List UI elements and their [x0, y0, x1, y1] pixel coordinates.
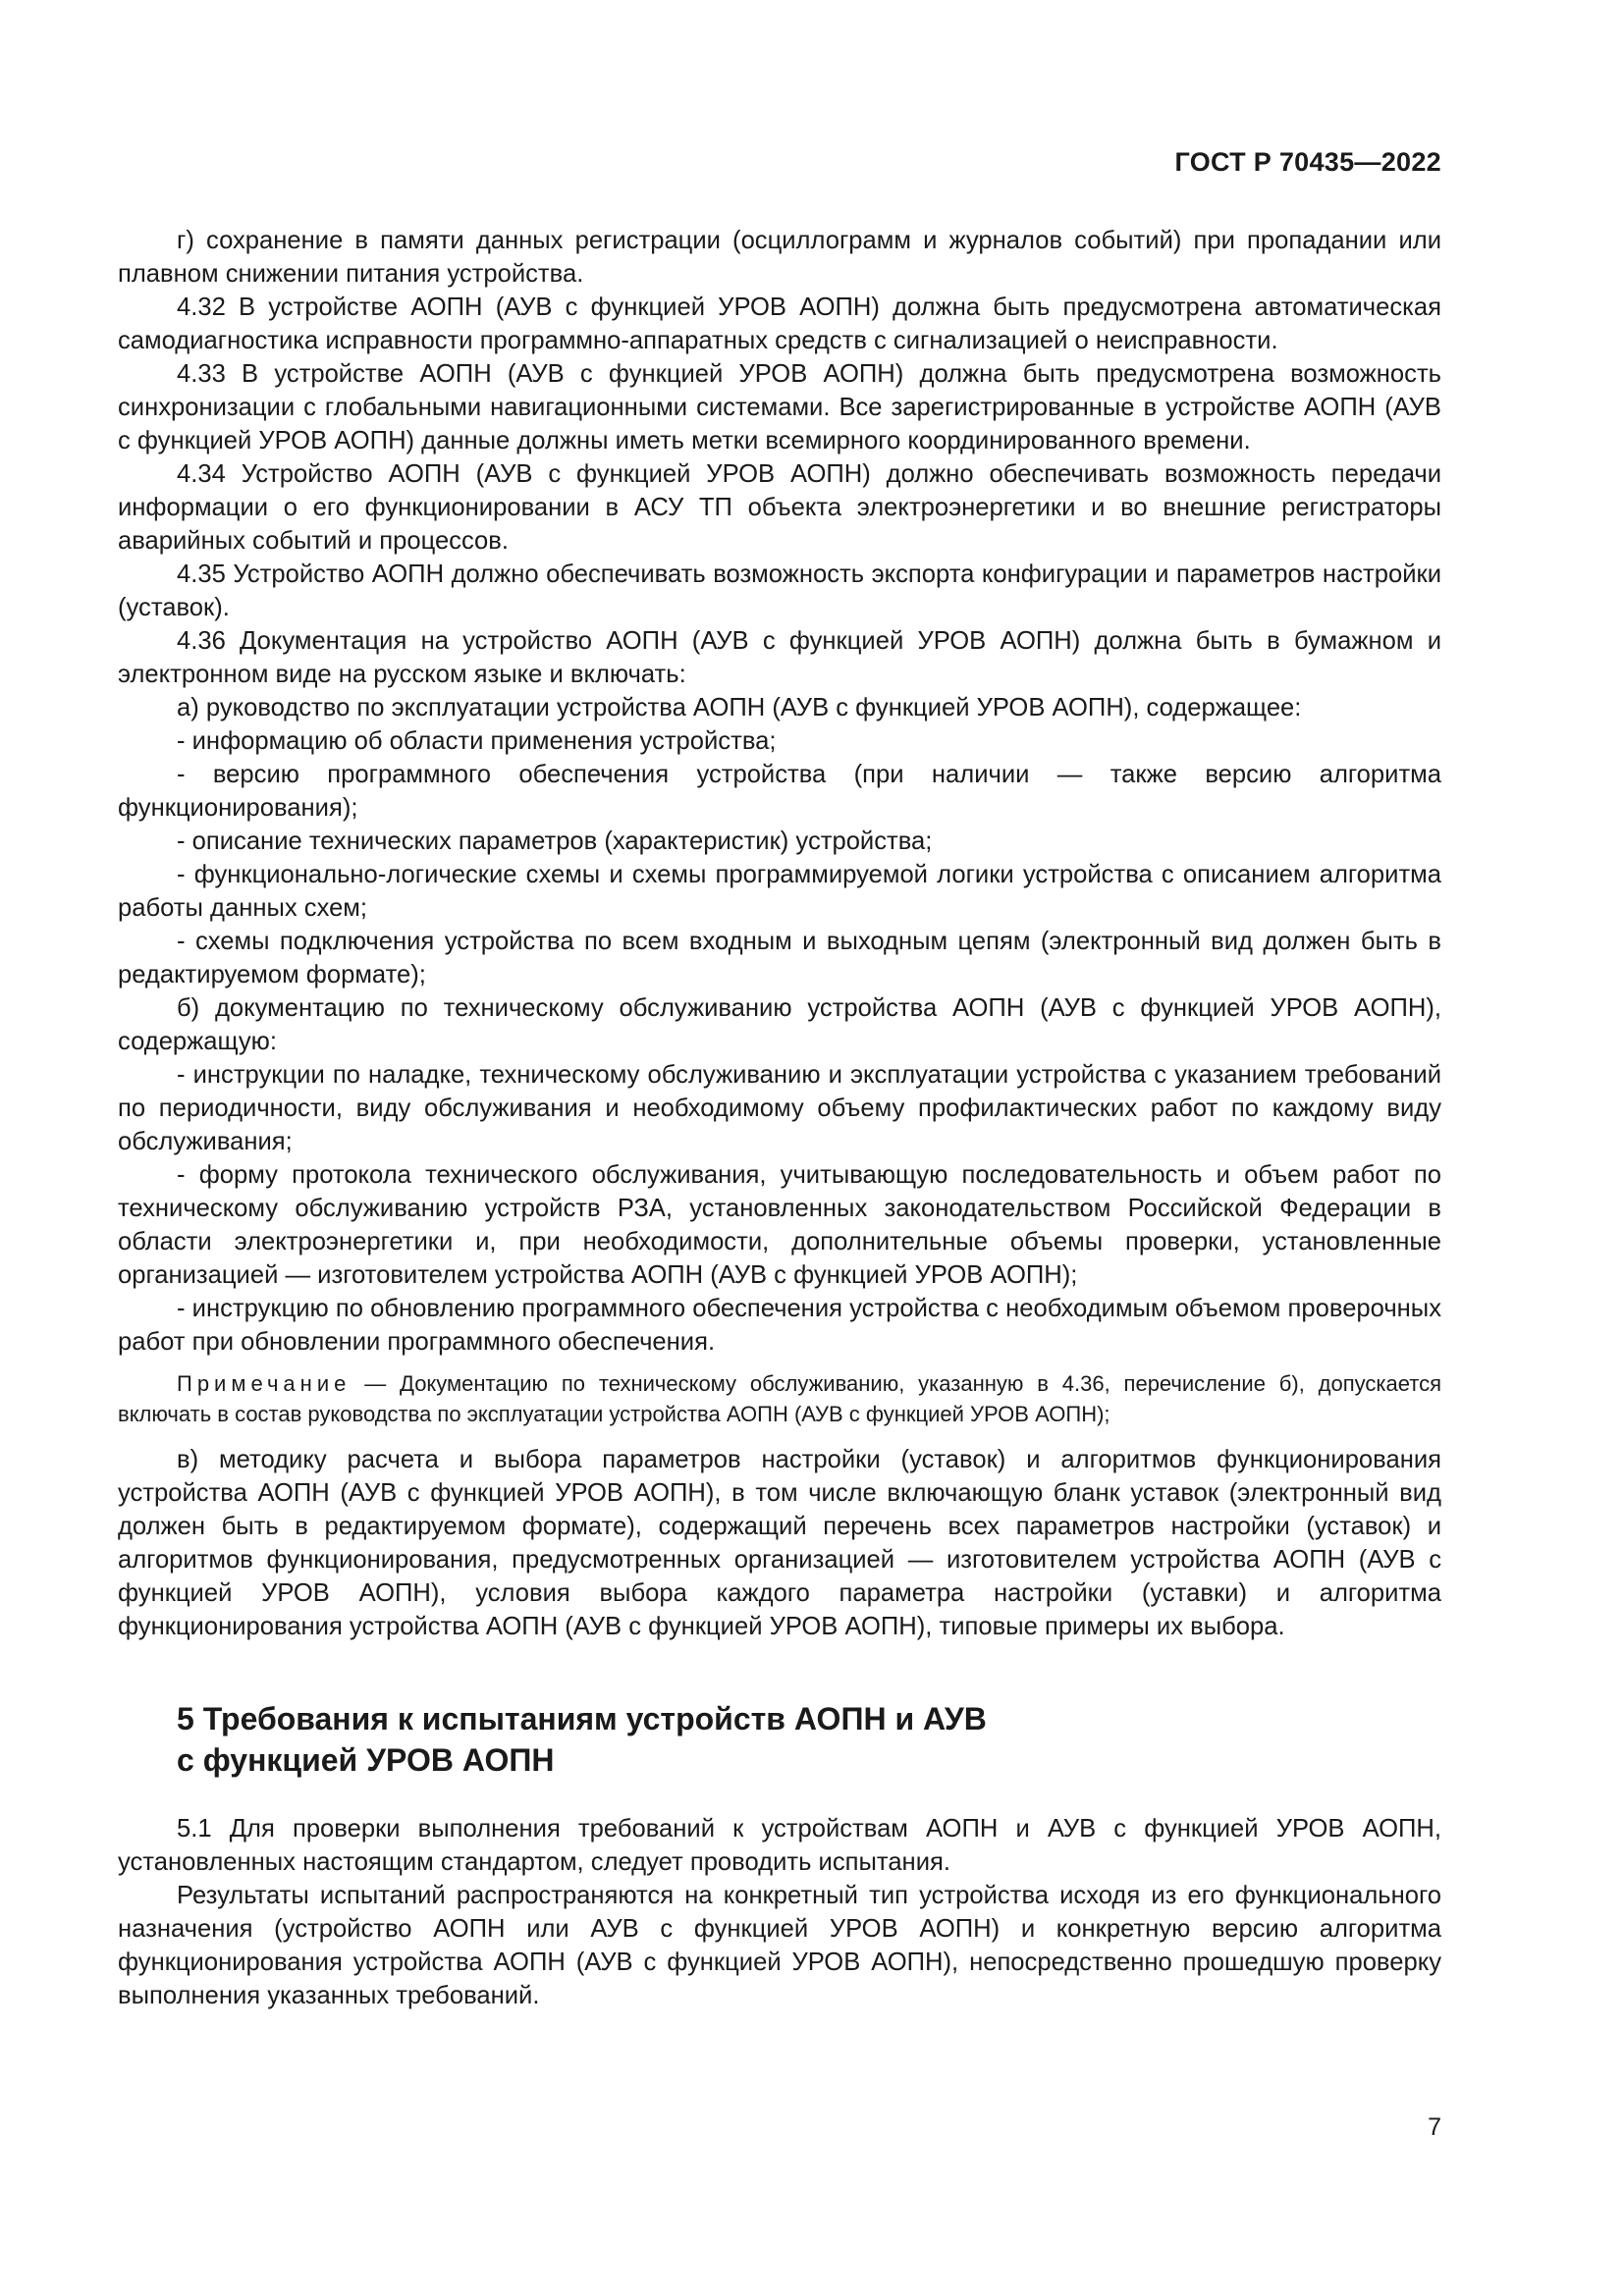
list-item: - инструкцию по обновлению программного обеспечения устройства с необходимым объемом проверочных работ при обновлении программного обеспечения.: [118, 1295, 1441, 1356]
list-item-a: а) руководство по эксплуатации устройства АОПН (АУВ с функцией УРОВ АОПН), содержащее:: [177, 694, 1302, 721]
standard-header: ГОСТ Р 70435—2022: [1174, 147, 1441, 177]
list-item: - функционально-логические схемы и схемы программируемой логики устройства с описанием алгоритма работы данных схем;: [118, 861, 1441, 922]
paragraph-5-1: 5.1 Для проверки выполнения требований к устройствам АОПН и АУВ с функцией УРОВ АОПН, установленных настоящим стандартом, следует проводить испытания.: [118, 1815, 1441, 1876]
list-item: - информацию об области применения устройства;: [177, 727, 777, 755]
list-item: - схемы подключения устройства по всем входным и выходным цепям (электронный вид должен быть в редактируемом формате);: [118, 928, 1441, 988]
list-item-b: б) документацию по техническому обслуживанию устройства АОПН (АУВ с функцией УРОВ АОПН), содержащую:: [118, 994, 1441, 1055]
list-item: - версию программного обеспечения устройства (при наличии — также версию алгоритма функционирования);: [118, 761, 1441, 822]
paragraph-4-32: 4.32 В устройстве АОПН (АУВ с функцией УРОВ АОПН) должна быть предусмотрена автоматическая самодиагностика исправности программно-аппаратных средств с сигнализацией о неисправности.: [118, 294, 1441, 354]
document-body: [118, 224, 1441, 2012]
list-item: - описание технических параметров (характеристик) устройства;: [177, 828, 933, 855]
paragraph-test-results: Результаты испытаний распространяются на конкретный тип устройства исходя из его функционального назначения (устройство АОПН или АУВ с функцией УРОВ АОПН) и конкретную версию алгоритма функционирования устройства АОПН (АУВ с функцией УРОВ АОПН), непосредственно прошедшую проверку выполнения указанных требований.: [118, 1882, 1441, 2009]
note-text: — Документацию по техническому обслуживанию, указанную в 4.36, перечисление б), допускается включать в состав руководства по эксплуатации устройства АОПН (АУВ с функцией УРОВ АОПН);: [118, 1371, 1441, 1426]
list-item: - инструкции по наладке, техническому обслуживанию и эксплуатации устройства с указанием требований по периодичности, виду обслуживания и необходимому объему профилактических работ по каждому виду обслуживания;: [118, 1061, 1441, 1155]
note-label: Примечание: [177, 1371, 352, 1396]
paragraph-g: г) сохранение в памяти данных регистрации (осциллограмм и журналов событий) при пропадании или плавном снижении питания устройства.: [118, 227, 1441, 288]
paragraph-4-33: 4.33 В устройстве АОПН (АУВ с функцией УРОВ АОПН) должна быть предусмотрена возможность синхронизации с глобальными навигационными системами. Все зарегистрированные в устройстве АОПН (АУВ с функцией УРОВ АОПН) данные должны иметь метки всемирного координированного времени.: [118, 360, 1441, 454]
section-heading-line-2: с функцией УРОВ АОПН: [177, 1742, 555, 1778]
list-item-v: в) методику расчета и выбора параметров настройки (уставок) и алгоритмов функционирования устройства АОПН (АУВ с функцией УРОВ АОПН), в том числе включающую бланк уставок (электронный вид должен быть в редактируемом формате), содержащий перечень всех параметров настройки (уставок) и алгоритмов функционирования, предусмотренных организацией — изготовителем устройства АОПН (АУВ с функцией УРОВ АОПН), условия выбора каждого параметра настройки (уставки) и алгоритма функционирования устройства АОПН (АУВ с функцией УРОВ АОПН), типовые примеры их выбора.: [118, 1446, 1441, 1640]
paragraph-4-34: 4.34 Устройство АОПН (АУВ с функцией УРОВ АОПН) должно обеспечивать возможность передачи информации о его функционировании в АСУ ТП объекта электроэнергетики и во внешние регистраторы аварийных событий и процессов.: [118, 460, 1441, 555]
list-item: - форму протокола технического обслуживания, учитывающую последовательность и объем работ по техническому обслуживанию устройств РЗА, установленных законодательством Российской Федерации в области электроэнергетики и, при необходимости, дополнительные объемы проверки, установленные организацией — изготовителем устройства АОПН (АУВ с функцией УРОВ АОПН);: [118, 1161, 1441, 1289]
page-number: 7: [1428, 2113, 1441, 2141]
section-heading: [177, 1698, 1441, 1781]
section-heading-line-1: 5 Требования к испытаниям устройств АОПН и АУВ: [177, 1701, 987, 1736]
note: [118, 1368, 1441, 1429]
paragraph-4-35: 4.35 Устройство АОПН должно обеспечивать возможность экспорта конфигурации и параметров настройки (уставок).: [118, 561, 1441, 621]
paragraph-4-36: 4.36 Документация на устройство АОПН (АУВ с функцией УРОВ АОПН) должна быть в бумажном и электронном виде на русском языке и включать:: [118, 627, 1441, 688]
